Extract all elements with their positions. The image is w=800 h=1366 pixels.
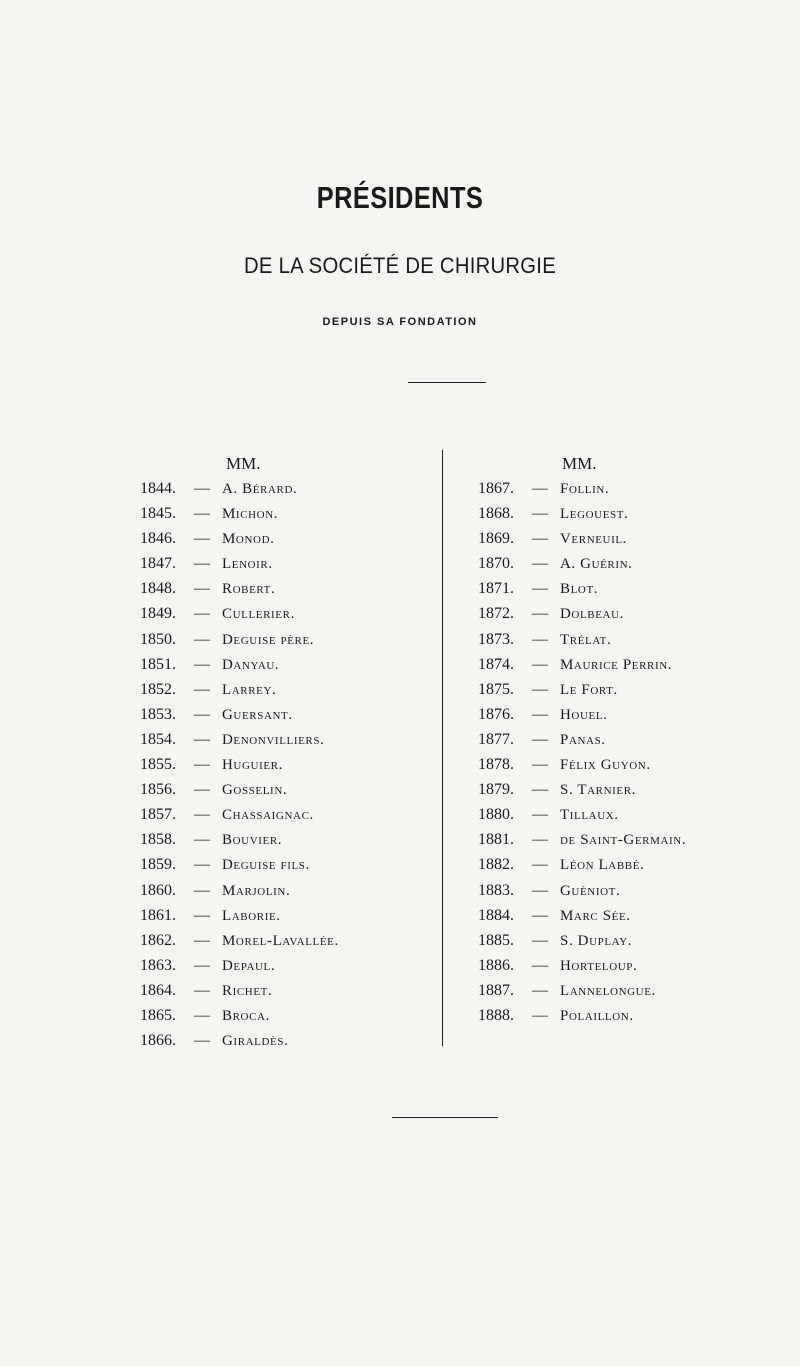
- president-year: 1859.: [140, 856, 176, 874]
- president-dash: —: [532, 806, 548, 824]
- president-name: de Saint-Germain.: [560, 832, 687, 849]
- president-entry: [478, 652, 798, 677]
- president-dash: —: [532, 781, 548, 799]
- president-name: Michon.: [222, 506, 279, 523]
- president-year: 1867.: [478, 480, 514, 497]
- president-year: 1879.: [478, 781, 514, 799]
- president-entry: [140, 827, 430, 852]
- bottom-divider: [392, 1117, 498, 1118]
- president-dash: —: [532, 580, 548, 598]
- president-entry: [140, 802, 430, 827]
- president-dash: —: [194, 655, 210, 673]
- president-year: 1886.: [478, 956, 514, 974]
- president-dash: —: [194, 881, 210, 899]
- president-name: Guersant.: [222, 706, 293, 723]
- president-entry: [140, 1003, 430, 1028]
- president-entry: [140, 601, 430, 626]
- president-entry: [478, 752, 798, 777]
- president-dash: —: [194, 705, 210, 723]
- president-dash: —: [532, 530, 548, 548]
- president-name: A. Bérard.: [222, 481, 298, 497]
- president-year: 1861.: [140, 906, 176, 924]
- president-year: 1884.: [478, 906, 514, 924]
- president-entry: [478, 551, 798, 576]
- president-year: 1887.: [478, 981, 514, 999]
- president-name: Bouvier.: [222, 832, 283, 849]
- president-entry: [140, 727, 430, 752]
- president-dash: —: [532, 756, 548, 774]
- president-name: Panas.: [560, 731, 606, 748]
- president-dash: —: [194, 530, 210, 548]
- president-name: Giraldès.: [222, 1033, 289, 1050]
- president-entry: [478, 677, 798, 702]
- president-dash: —: [194, 1006, 210, 1024]
- president-dash: —: [194, 580, 210, 598]
- president-name: Gosselin.: [222, 782, 288, 799]
- president-entry: [478, 501, 798, 526]
- president-name: Denonvilliers.: [222, 731, 325, 748]
- president-year: 1872.: [478, 605, 514, 623]
- president-name: Le Fort.: [560, 681, 618, 698]
- president-entry: [478, 928, 798, 953]
- president-entry: [478, 576, 798, 601]
- president-name: Marc Sée.: [560, 907, 631, 924]
- president-entry: [478, 727, 798, 752]
- president-name: Tillaux.: [560, 807, 619, 824]
- president-entry: [140, 551, 430, 576]
- president-entry: [478, 978, 798, 1003]
- president-year: 1856.: [140, 781, 176, 799]
- president-dash: —: [532, 605, 548, 623]
- president-year: 1875.: [478, 680, 514, 698]
- president-entry: [140, 627, 430, 652]
- president-entry: [140, 953, 430, 978]
- president-name: Polaillon.: [560, 1007, 634, 1024]
- president-year: 1881.: [478, 831, 514, 849]
- president-dash: —: [194, 956, 210, 974]
- president-year: 1850.: [140, 630, 176, 648]
- president-entry: [478, 953, 798, 978]
- president-entry: [140, 903, 430, 928]
- president-year: 1849.: [140, 605, 176, 623]
- president-name: Dolbeau.: [560, 606, 624, 623]
- president-entry: [140, 978, 430, 1003]
- president-dash: —: [194, 981, 210, 999]
- president-year: 1848.: [140, 580, 176, 598]
- president-entry: [478, 827, 798, 852]
- president-dash: —: [194, 781, 210, 799]
- president-entry: [140, 526, 430, 551]
- president-name: Huguier.: [222, 757, 283, 774]
- president-entry: [140, 777, 430, 802]
- president-name: Richet.: [222, 982, 273, 999]
- president-name: Broca.: [222, 1007, 270, 1024]
- president-entry: [478, 802, 798, 827]
- page-since-line: DEPUIS SA FONDATION: [322, 316, 478, 328]
- president-year: 1854.: [140, 730, 176, 748]
- president-name: S. Duplay.: [560, 932, 633, 949]
- president-entry: [140, 852, 430, 877]
- president-name: Horteloup.: [560, 957, 638, 974]
- president-name: Léon Labbé.: [560, 857, 645, 874]
- president-name: Legouest.: [560, 506, 629, 523]
- president-name: Robert.: [222, 581, 276, 598]
- president-year: 1846.: [140, 530, 176, 548]
- president-name: Cullerier.: [222, 606, 295, 623]
- president-year: 1862.: [140, 931, 176, 949]
- president-dash: —: [194, 730, 210, 748]
- president-dash: —: [532, 981, 548, 999]
- president-year: 1864.: [140, 981, 176, 999]
- page-title: PRÉSIDENTS: [316, 180, 484, 215]
- column-divider: [442, 450, 443, 1046]
- page-subtitle: DE LA SOCIÉTÉ DE CHIRURGIE: [244, 253, 556, 278]
- president-dash: —: [532, 655, 548, 673]
- president-name: Laborie.: [222, 907, 281, 924]
- president-name: Guéniot.: [560, 882, 621, 899]
- president-dash: —: [532, 956, 548, 974]
- president-year: 1883.: [478, 881, 514, 899]
- president-entry: [140, 501, 430, 526]
- president-entry: [478, 878, 798, 903]
- president-dash: —: [532, 680, 548, 698]
- column-header: MM.: [562, 454, 597, 473]
- president-year: 1869.: [478, 530, 514, 548]
- president-entry: [478, 601, 798, 626]
- president-dash: —: [194, 831, 210, 849]
- president-entry: [140, 752, 430, 777]
- president-entry: [140, 702, 430, 727]
- president-year: 1878.: [478, 756, 514, 774]
- president-entry: [478, 526, 798, 551]
- president-dash: —: [194, 480, 210, 497]
- president-entry: [478, 702, 798, 727]
- president-dash: —: [532, 906, 548, 924]
- president-year: 1876.: [478, 705, 514, 723]
- president-name: Deguise père.: [222, 631, 315, 648]
- president-name: Deguise fils.: [222, 857, 310, 874]
- president-dash: —: [194, 605, 210, 623]
- president-year: 1866.: [140, 1032, 176, 1050]
- president-year: 1888.: [478, 1006, 514, 1024]
- president-dash: —: [532, 831, 548, 849]
- president-name: Blot.: [560, 581, 599, 598]
- president-entry: [478, 476, 798, 501]
- president-name: Morel-Lavallée.: [222, 932, 339, 949]
- president-dash: —: [194, 931, 210, 949]
- president-dash: —: [194, 505, 210, 523]
- president-dash: —: [532, 630, 548, 648]
- president-name: Chassaignac.: [222, 807, 314, 824]
- president-dash: —: [532, 931, 548, 949]
- president-name: Lannelongue.: [560, 982, 656, 999]
- president-name: Depaul.: [222, 957, 276, 974]
- president-dash: —: [532, 555, 548, 573]
- column-header: MM.: [226, 454, 261, 473]
- president-year: 1853.: [140, 705, 176, 723]
- president-year: 1871.: [478, 580, 514, 598]
- president-name: Marjolin.: [222, 882, 291, 899]
- president-entry: [140, 928, 430, 953]
- president-dash: —: [532, 505, 548, 523]
- president-dash: —: [532, 881, 548, 899]
- president-dash: —: [194, 806, 210, 824]
- president-dash: —: [532, 705, 548, 723]
- presidents-column-right: [478, 452, 798, 1028]
- president-dash: —: [532, 730, 548, 748]
- president-name: A. Guérin.: [560, 556, 633, 573]
- president-dash: —: [194, 906, 210, 924]
- president-year: 1882.: [478, 856, 514, 874]
- president-name: Verneuil.: [560, 531, 628, 548]
- president-year: 1874.: [478, 655, 514, 673]
- president-entry: [478, 903, 798, 928]
- president-year: 1852.: [140, 680, 176, 698]
- president-year: 1855.: [140, 756, 176, 774]
- president-name: Danyau.: [222, 656, 280, 673]
- president-name: Trélat.: [560, 631, 612, 648]
- top-divider: [408, 382, 486, 383]
- president-entry: [140, 878, 430, 903]
- president-year: 1868.: [478, 505, 514, 523]
- president-year: 1865.: [140, 1006, 176, 1024]
- president-name: Follin.: [560, 481, 610, 497]
- president-year: 1873.: [478, 630, 514, 648]
- president-name: S. Tarnier.: [560, 782, 637, 799]
- president-dash: —: [194, 756, 210, 774]
- president-name: Maurice Perrin.: [560, 656, 673, 673]
- president-year: 1860.: [140, 881, 176, 899]
- president-year: 1858.: [140, 831, 176, 849]
- president-dash: —: [532, 856, 548, 874]
- president-entry: [478, 1003, 798, 1028]
- president-name: Félix Guyon.: [560, 757, 651, 774]
- president-dash: —: [194, 680, 210, 698]
- president-year: 1885.: [478, 931, 514, 949]
- president-year: 1880.: [478, 806, 514, 824]
- president-dash: —: [532, 1006, 548, 1024]
- president-year: 1845.: [140, 505, 176, 523]
- president-entry: [478, 777, 798, 802]
- president-entry: [140, 576, 430, 601]
- president-year: 1863.: [140, 956, 176, 974]
- president-name: Lenoir.: [222, 556, 273, 573]
- presidents-column-left: [140, 452, 430, 1053]
- president-dash: —: [194, 630, 210, 648]
- president-name: Larrey.: [222, 681, 277, 698]
- president-dash: —: [194, 856, 210, 874]
- president-dash: —: [194, 555, 210, 573]
- president-entry: [140, 677, 430, 702]
- president-dash: —: [194, 1032, 210, 1050]
- president-entry: [140, 1028, 430, 1053]
- president-year: 1857.: [140, 806, 176, 824]
- president-entry: [140, 652, 430, 677]
- president-year: 1844.: [140, 480, 176, 497]
- president-year: 1877.: [478, 730, 514, 748]
- president-year: 1870.: [478, 555, 514, 573]
- president-year: 1851.: [140, 655, 176, 673]
- president-entry: [140, 476, 430, 501]
- president-entry: [478, 852, 798, 877]
- president-entry: [478, 627, 798, 652]
- president-name: Monod.: [222, 531, 275, 548]
- president-dash: —: [532, 480, 548, 497]
- president-year: 1847.: [140, 555, 176, 573]
- president-name: Houel.: [560, 706, 608, 723]
